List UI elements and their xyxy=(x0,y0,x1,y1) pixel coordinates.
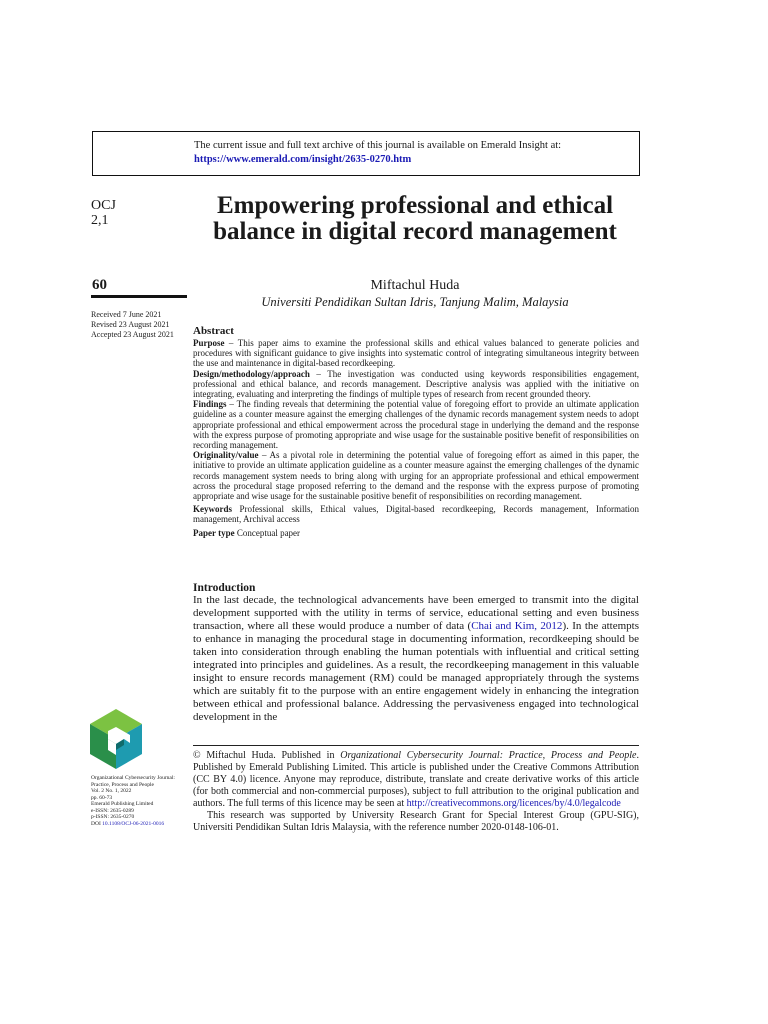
abstract-body xyxy=(193,338,639,538)
license-text-a: © Miftachul Huda. Published in xyxy=(193,750,341,761)
license-text-b: . Published by Emerald Publishing Limited. This article is published under the Creative Commons Attribution (CC BY 4.0) licence. Anyone may reproduce, distribute, translate and create derivative works of this article (for both commercial and non-commercial purposes), subject to full attribution to the original publication and authors. The full terms of this licence may be seen at xyxy=(193,750,639,809)
abstract-design xyxy=(193,369,639,400)
article-title: Empowering professional and ethical balance in digital record management xyxy=(213,192,617,245)
pub-volume: Vol. 2 No. 1, 2022 xyxy=(91,788,132,794)
pub-eissn: e-ISSN: 2635-0289 xyxy=(91,807,134,814)
purpose-text: – This paper aims to examine the professional skills and ethical values balanced to generate policies and procedures with significant guidance to give insights into systematic control of integrating simultaneous integrity between the use and maintenance in digital-based recordkeeping. xyxy=(193,338,639,369)
abstract-findings xyxy=(193,399,639,450)
journal-logo-icon xyxy=(90,709,142,769)
volume-issue: 2,1 xyxy=(91,213,109,228)
doi-link[interactable]: 10.1108/OCJ-06-2021-0016 xyxy=(102,820,165,827)
keywords-label: Keywords xyxy=(193,504,232,515)
journal-code xyxy=(91,198,116,228)
accepted-date: Accepted 23 August 2021 xyxy=(91,330,174,339)
purpose-label: Purpose xyxy=(193,338,225,348)
license-link[interactable]: http://creativecommons.org/licences/by/4.0/legalcode xyxy=(406,798,621,809)
received-date: Received 7 June 2021 xyxy=(91,310,162,319)
revised-date: Revised 23 August 2021 xyxy=(91,320,170,329)
findings-label: Findings xyxy=(193,399,227,410)
originality-text: – As a pivotal role in determining the potential value of foregoing effort as aimed in this paper, the initiative to provide an ultimate application guideline as a counter measure against the emerging challenges of the dynamic records management system needs to bring along with urging for an appropriate professional and ethical empowerment across the procedural stage proposed referring to the demand and the response with the express purpose of promoting appropriate and wise usage for the sustainable positive benefit of responsibilities on recording management. xyxy=(193,450,639,502)
pub-pages: pp. 60-73 xyxy=(91,794,113,801)
introduction-heading: Introduction xyxy=(193,582,256,594)
abstract-keywords xyxy=(193,504,639,524)
author-affiliation: Universiti Pendidikan Sultan Idris, Tanjung Malim, Malaysia xyxy=(261,295,569,309)
citation-link[interactable]: Chai and Kim, 2012 xyxy=(471,620,563,632)
pub-publisher: Emerald Publishing Limited xyxy=(91,801,154,807)
doi-label: DOI xyxy=(91,820,103,827)
publication-info xyxy=(91,775,183,827)
intro-text-after: ). In the attempts to enhance in managing the procedural stage in documenting information, recordkeeping should be taken into consideration through enabling the human potentials with influential and critical setting integrated into principles and guidelines. As a result, the recordkeeping management in this valuable insight to ensure records management (RM) could be managed appropriately through the systems which are suitably fit to the purpose with an entire engagement widely in enhancing the integration between ethical and professional balance. Addressing the pervasiveness engaged into technological development in the xyxy=(193,620,639,723)
footnote-rule xyxy=(193,745,639,746)
journal-name-italic: Organizational Cybersecurity Journal: Practice, Process and People xyxy=(340,750,637,761)
abstract-originality xyxy=(193,450,639,501)
journal-availability-box xyxy=(92,131,640,176)
abstract-heading: Abstract xyxy=(193,325,234,337)
availability-text: The current issue and full text archive of this journal is available on Emerald Insight at: xyxy=(194,140,562,151)
originality-label: Originality/value xyxy=(193,450,259,461)
footnote xyxy=(193,750,639,834)
funding-note: This research was supported by University Research Grant for Special Interest Group (GPU-SIG), Universiti Pendidikan Sultan Idris Malaysia, with the reference number 2020-0148-106-01. xyxy=(193,810,639,833)
abstract-purpose xyxy=(193,338,639,369)
intro-text-before: In the last decade, the technological advancements have been emerged to transmit into the digital development supported with the utility in terms of service, educational setting and even business transaction, where all these would produce a number of data ( xyxy=(193,594,639,632)
design-label: Design/methodology/approach xyxy=(193,368,310,379)
abstract-paper-type xyxy=(193,528,639,538)
keywords-text: Professional skills, Ethical values, Digital-based recordkeeping, Records management, Information management, Archival access xyxy=(193,504,639,525)
pub-pissn: p-ISSN: 2635-0270 xyxy=(91,814,135,820)
license-note xyxy=(193,750,639,810)
papertype-label: Paper type xyxy=(193,527,235,538)
journal-url-link[interactable]: https://www.emerald.com/insight/2635-0270.htm xyxy=(194,154,412,165)
pub-journal: Organizational Cybersecurity Journal: Practice, Process and People xyxy=(91,775,175,788)
submission-dates xyxy=(91,310,174,340)
findings-text: – The finding reveals that determining the potential value of foregoing effort to provide an ultimate application guideline as a counter measure against the emerging challenges of the dynamic records management system needs to adopt appropriate professional and ethical empowerment across the procedural stage in underlying the demand and the response with the express purpose of promoting appropriate and wise usage for the sustainable positive benefit of responsibilities on recording management. xyxy=(193,399,639,451)
journal-abbrev: OCJ xyxy=(91,198,116,213)
introduction-body xyxy=(193,594,639,724)
design-text: – The investigation was conducted using keywords responsibilities engagement, professional and ethical balance, and records management. Descriptive analysis was applied with the initiative on integrating, evaluating and interpreting the findings of multiple types of research from recent grounded theory. xyxy=(193,368,639,400)
pub-doi xyxy=(91,821,183,828)
page-number-rule xyxy=(91,295,187,298)
page-number: 60 xyxy=(92,277,107,293)
papertype-text: Conceptual paper xyxy=(234,527,301,538)
author-name: Miftachul Huda xyxy=(370,278,460,293)
